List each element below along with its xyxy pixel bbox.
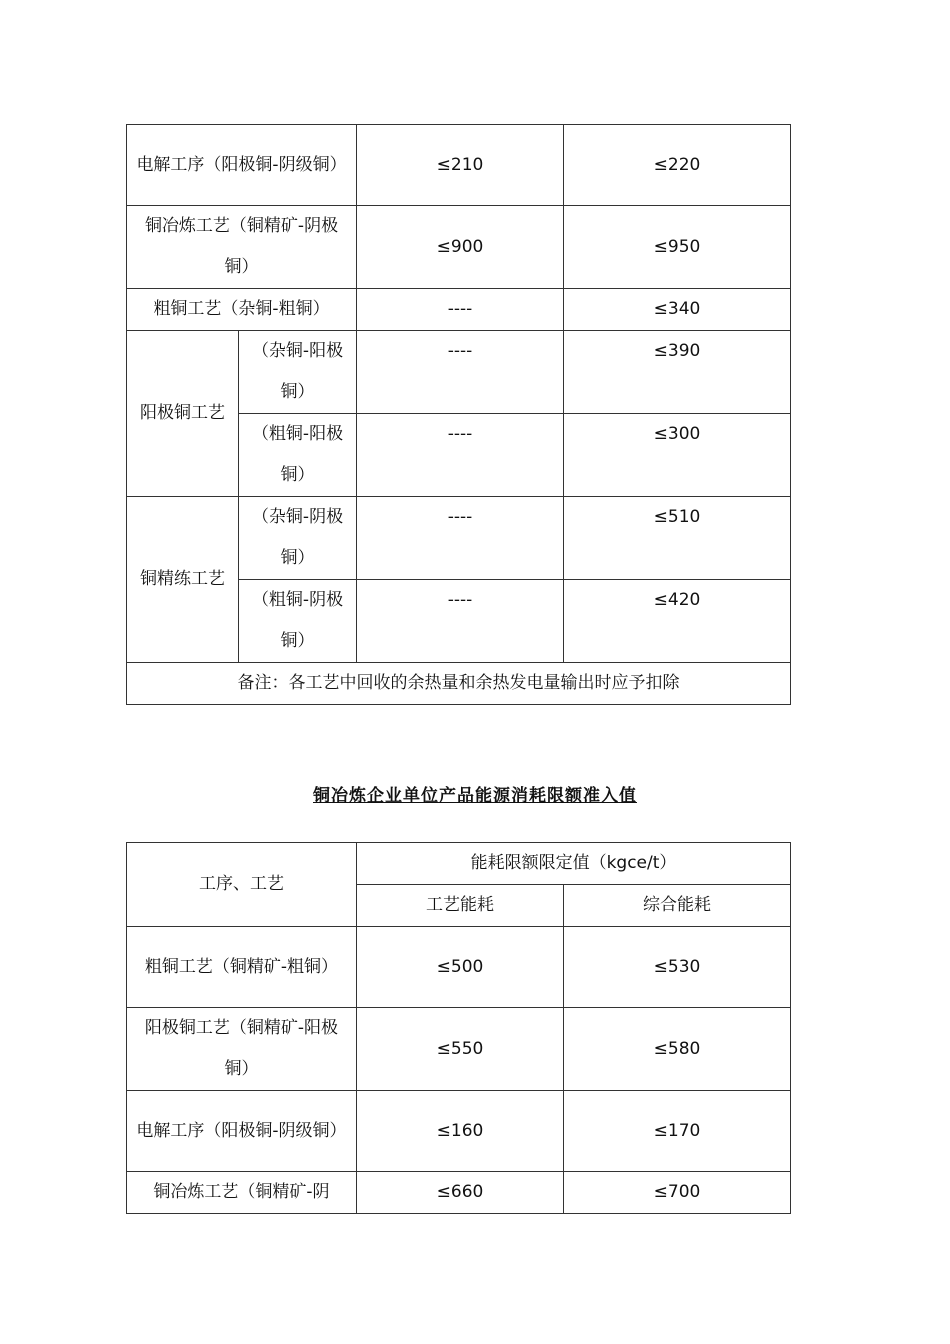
total-energy-value: ≤390	[564, 331, 791, 414]
sub-process-label: （粗铜-阳极铜）	[239, 414, 357, 497]
total-energy-value: ≤420	[564, 580, 791, 663]
process-label: 粗铜工艺（铜精矿-粗铜）	[127, 927, 357, 1008]
group-label: 阳极铜工艺	[127, 331, 239, 497]
energy-limit-table	[126, 842, 791, 1214]
table-row	[127, 927, 791, 1008]
header-limit: 能耗限额限定值（kgce/t）	[357, 843, 791, 885]
process-energy-value: ≤900	[357, 206, 564, 289]
total-energy-value: ≤530	[564, 927, 791, 1008]
process-label: 电解工序（阳极铜-阴级铜）	[127, 125, 357, 206]
process-energy-value: ----	[357, 331, 564, 414]
header-row	[127, 843, 791, 885]
table-row	[127, 289, 791, 331]
total-energy-value: ≤580	[564, 1008, 791, 1091]
table-row	[127, 125, 791, 206]
table-row	[127, 497, 791, 580]
process-label: 阳极铜工艺（铜精矿-阳极铜）	[127, 1008, 357, 1091]
process-energy-value: ----	[357, 497, 564, 580]
process-label: 铜冶炼工艺（铜精矿-阴极铜）	[127, 206, 357, 289]
table-title: 铜冶炼企业单位产品能源消耗限额准入值	[313, 786, 637, 806]
table-row	[127, 331, 791, 414]
table-row	[127, 206, 791, 289]
total-energy-value: ≤700	[564, 1172, 791, 1214]
total-energy-value: ≤300	[564, 414, 791, 497]
header-process-energy: 工艺能耗	[357, 885, 564, 927]
process-energy-value: ≤660	[357, 1172, 564, 1214]
header-total-energy: 综合能耗	[564, 885, 791, 927]
total-energy-value: ≤950	[564, 206, 791, 289]
process-energy-value: ≤500	[357, 927, 564, 1008]
total-energy-value: ≤220	[564, 125, 791, 206]
table-note-row	[127, 663, 791, 705]
table-row	[127, 1172, 791, 1214]
table-row	[127, 1091, 791, 1172]
process-label: 铜冶炼工艺（铜精矿-阴	[127, 1172, 357, 1214]
process-energy-value: ----	[357, 289, 564, 331]
group-label: 铜精练工艺	[127, 497, 239, 663]
process-energy-value: ≤210	[357, 125, 564, 206]
header-process: 工序、工艺	[127, 843, 357, 927]
process-energy-value: ≤550	[357, 1008, 564, 1091]
process-label: 粗铜工艺（杂铜-粗铜）	[127, 289, 357, 331]
process-label: 电解工序（阳极铜-阴级铜）	[127, 1091, 357, 1172]
process-energy-value: ----	[357, 414, 564, 497]
process-energy-value: ≤160	[357, 1091, 564, 1172]
energy-table-continued	[126, 124, 791, 705]
sub-process-label: （杂铜-阴极铜）	[239, 497, 357, 580]
table-note: 备注：各工艺中回收的余热量和余热发电量输出时应予扣除	[127, 663, 791, 705]
process-energy-value: ----	[357, 580, 564, 663]
total-energy-value: ≤340	[564, 289, 791, 331]
sub-process-label: （杂铜-阳极铜）	[239, 331, 357, 414]
total-energy-value: ≤510	[564, 497, 791, 580]
table-row	[127, 1008, 791, 1091]
total-energy-value: ≤170	[564, 1091, 791, 1172]
sub-process-label: （粗铜-阴极铜）	[239, 580, 357, 663]
